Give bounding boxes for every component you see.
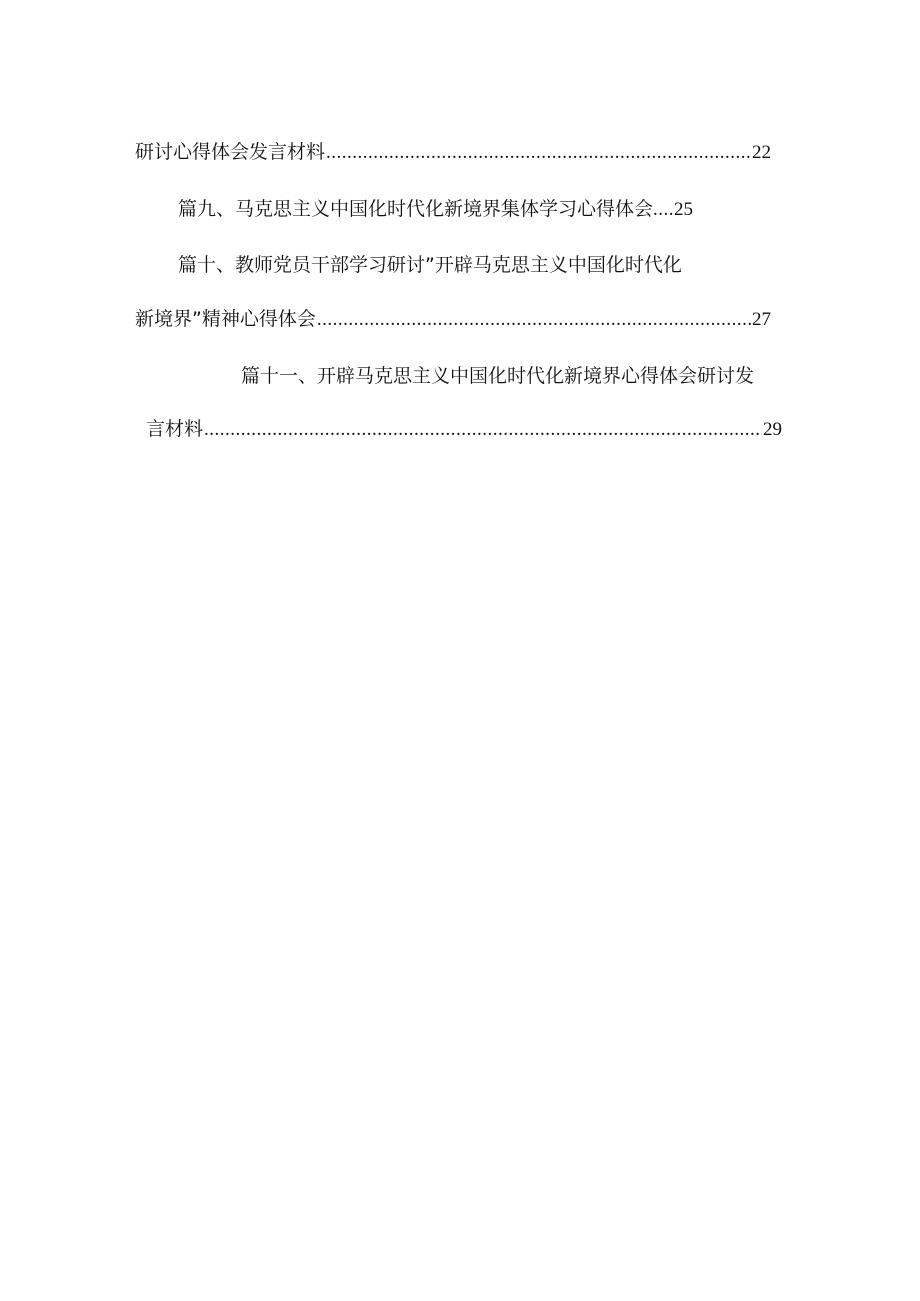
toc-page-number: 27 xyxy=(752,309,771,330)
toc-page-number: 25 xyxy=(674,199,694,220)
toc-entry xyxy=(178,249,682,281)
toc-leader-dots xyxy=(204,414,762,446)
toc-entry-continuation xyxy=(135,303,771,335)
toc-entry-continuation xyxy=(146,413,782,445)
toc-leader-dots xyxy=(326,137,751,169)
toc-entry-title: 篇十一、开辟马克思主义中国化时代化新境界心得体会研讨发 xyxy=(241,365,755,387)
toc-entry-title: 新境界”精神心得体会 xyxy=(135,308,316,330)
toc-entry-title: 言材料 xyxy=(146,418,204,440)
toc-page-number: 22 xyxy=(752,142,771,163)
toc-page-number: 29 xyxy=(763,419,782,440)
toc-entry-title: 研讨心得体会发言材料 xyxy=(135,141,326,163)
toc-entry-continuation xyxy=(135,136,771,168)
toc-leader-dots xyxy=(317,304,751,336)
toc-leader-dots: .... xyxy=(653,199,675,220)
toc-entry-title: 篇九、马克思主义中国化时代化新境界集体学习心得体会 xyxy=(178,198,654,220)
toc-entry xyxy=(241,360,754,392)
toc-entry-title: 篇十、教师党员干部学习研讨”开辟马克思主义中国化时代化 xyxy=(178,254,682,276)
toc-entry xyxy=(178,193,693,225)
